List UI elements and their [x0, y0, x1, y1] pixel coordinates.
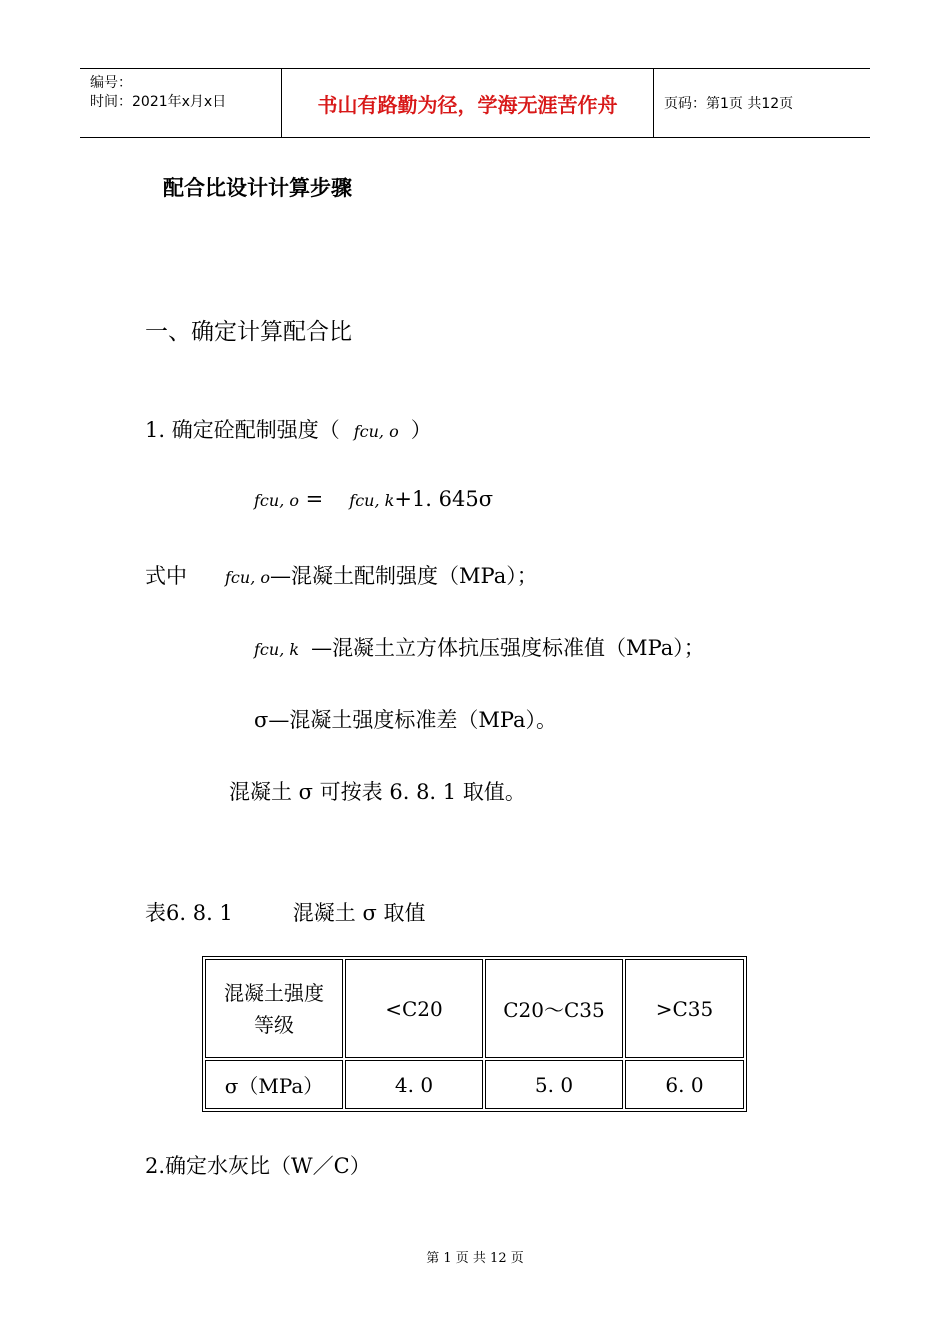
table-cell-value: 4. 0 — [345, 1060, 483, 1109]
table-caption-number: 表6. 8. 1 — [145, 901, 233, 925]
symbol-fcuo: fcu, o — [254, 491, 299, 510]
definition-fcuk-text: —混凝土立方体抗压强度标准值（MPa）； — [311, 636, 705, 660]
definition-fcuk — [254, 632, 705, 662]
definition-fcuo — [145, 560, 538, 590]
formula-line — [254, 487, 493, 511]
formula-equals: = — [299, 487, 324, 511]
table-header-lt-c20: <C20 — [345, 959, 483, 1058]
table-header-gt-c35: >C35 — [625, 959, 744, 1058]
definition-sigma: σ—混凝土强度标准差（MPa）。 — [254, 708, 558, 732]
table-header-label-line2: 等级 — [254, 1012, 294, 1037]
table-row — [205, 1060, 744, 1109]
document-title: 配合比设计计算步骤 — [163, 176, 352, 200]
symbol-fcuo: fcu, o — [353, 422, 399, 441]
table-cell-value: 6. 0 — [625, 1060, 744, 1109]
header-motto: 书山有路勤为径，学海无涯苦作舟 — [282, 69, 654, 137]
section-heading-1: 一、确定计算配合比 — [145, 319, 352, 345]
document-date: 时间：2021年x月x日 — [90, 94, 227, 110]
step-1-text: 1. 确定砼配制强度（ — [145, 418, 340, 442]
table-header-c20-c35: C20～C35 — [485, 959, 623, 1058]
table-header-row — [205, 959, 744, 1058]
header-meta-cell — [80, 69, 282, 137]
table-caption-text: 混凝土 σ 取值 — [292, 901, 426, 925]
symbol-fcuk: fcu, k — [349, 491, 395, 510]
page-header — [80, 68, 870, 138]
formula-rest: +1. 645σ — [394, 487, 494, 511]
header-page-info: 页码：第1页 共12页 — [664, 96, 794, 112]
symbol-fcuk: fcu, k — [254, 640, 300, 659]
where-label: 式中 — [145, 564, 187, 588]
table-row-label: σ（MPa） — [205, 1060, 343, 1109]
table-cell-value: 5. 0 — [485, 1060, 623, 1109]
step-2-heading: 2.确定水灰比（W／C） — [145, 1154, 371, 1178]
step-1-close: ） — [410, 418, 432, 442]
page-footer: 第 1 页 共 12 页 — [426, 1251, 524, 1266]
step-1-heading — [145, 414, 432, 444]
table-caption — [145, 897, 425, 927]
table-header-label-line1: 混凝土强度 — [224, 980, 324, 1005]
sigma-note: 混凝土 σ 可按表 6. 8. 1 取值。 — [229, 780, 526, 804]
table-header-label — [205, 959, 343, 1058]
definition-fcuo-text: —混凝土配制强度（MPa）； — [270, 564, 538, 588]
document-number-label: 编号： — [90, 75, 132, 91]
symbol-fcuo: fcu, o — [225, 568, 270, 587]
sigma-table — [202, 956, 747, 1112]
